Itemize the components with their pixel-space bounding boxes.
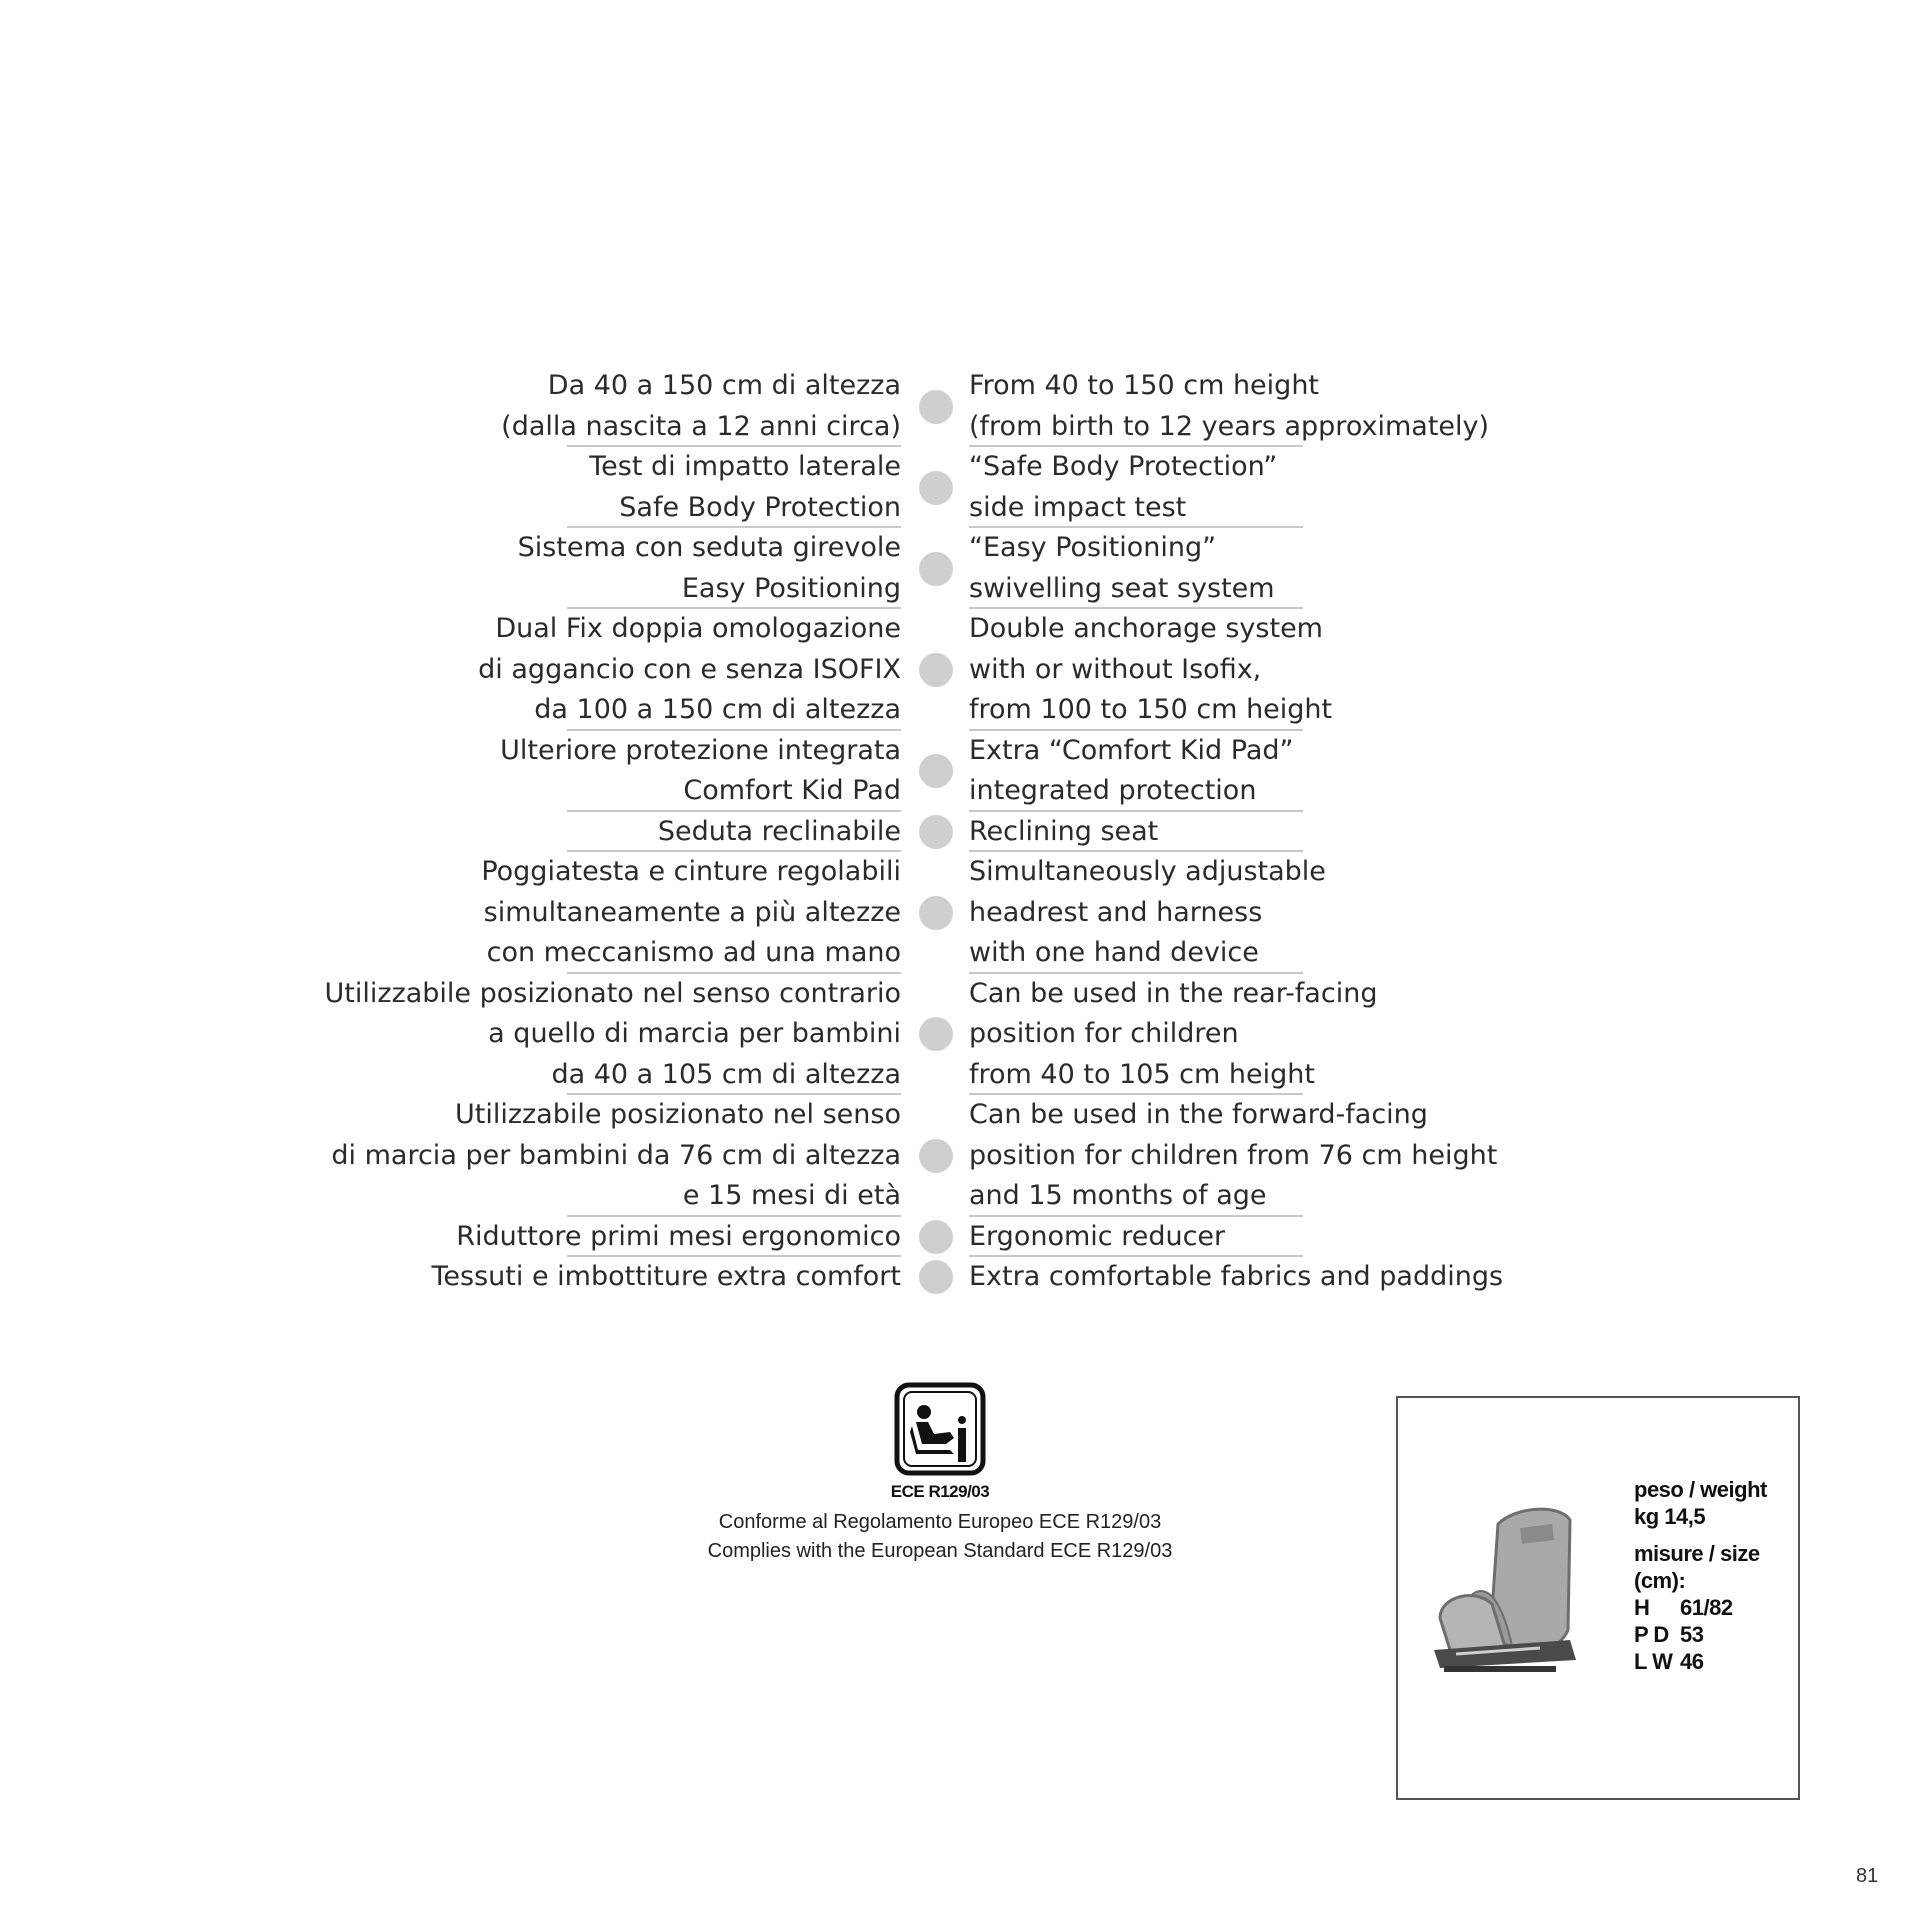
bullet-icon — [919, 471, 953, 505]
certification-code: ECE R129/03 — [890, 1482, 990, 1501]
feature-line-en: swivelling seat system — [969, 572, 1275, 604]
feature-line-it: e 15 mesi di età — [682, 1180, 901, 1211]
feature-line-en: Reclining seat — [969, 815, 1159, 847]
bullet-icon — [919, 754, 953, 788]
feature-line-it: Utilizzabile posizionato nel senso — [454, 1099, 901, 1130]
feature-line-en: and 15 months of age — [969, 1180, 1267, 1211]
certification-block — [700, 1382, 1180, 1566]
dimension-value: 46 — [1680, 1649, 1704, 1674]
bullet-icon — [919, 1220, 953, 1254]
feature-line-en: (from birth to 12 years approximately) — [969, 410, 1490, 442]
bullet-icon — [919, 1260, 953, 1294]
car-seat-image — [1420, 1500, 1588, 1680]
feature-text-it — [478, 609, 901, 731]
certification-text-it: Conforme al Regolamento Europeo ECE R129/03 — [718, 1511, 1162, 1533]
dimension-list — [1634, 1594, 1767, 1675]
feature-row — [0, 852, 1920, 974]
dimension-row — [1634, 1648, 1767, 1675]
bullet-icon — [919, 390, 953, 424]
feature-line-en: Extra comfortable fabrics and paddings — [969, 1261, 1504, 1292]
feature-text-it — [432, 1257, 901, 1298]
feature-line-it: di aggancio con e senza ISOFIX — [478, 653, 901, 685]
product-spec-box — [1396, 1396, 1800, 1800]
feature-line-en: position for children from 76 cm height — [969, 1139, 1498, 1171]
feature-line-it: Riduttore primi mesi ergonomico — [456, 1220, 901, 1252]
feature-row — [0, 731, 1920, 812]
feature-text-en — [969, 974, 1377, 1096]
feature-line-en: From 40 to 150 cm height — [969, 370, 1320, 401]
certification-text-en: Complies with the European Standard ECE R129/03 — [707, 1540, 1173, 1562]
feature-text-it — [518, 528, 901, 609]
feature-line-en: Can be used in the rear-facing — [969, 977, 1378, 1009]
feature-line-it: a quello di marcia per bambini — [488, 1018, 901, 1049]
feature-line-en: Extra “Comfort Kid Pad” — [969, 734, 1294, 766]
dimension-value: 61/82 — [1680, 1595, 1733, 1620]
feature-text-it — [501, 366, 901, 447]
bullet-icon — [919, 1139, 953, 1173]
feature-line-en: with or without Isofix, — [969, 653, 1262, 685]
feature-line-it: simultaneamente a più altezze — [483, 896, 901, 928]
feature-row — [0, 366, 1920, 447]
dimension-label: P D — [1634, 1622, 1669, 1647]
feature-text-it — [325, 974, 901, 1096]
feature-text-en — [969, 731, 1294, 812]
feature-text-en — [969, 1217, 1225, 1258]
feature-line-en: Ergonomic reducer — [969, 1220, 1226, 1252]
feature-line-en: from 40 to 105 cm height — [969, 1058, 1315, 1090]
feature-row — [0, 1257, 1920, 1298]
feature-line-it: Sistema con seduta girevole — [517, 532, 901, 563]
feature-line-it: Tessuti e imbottiture extra comfort — [431, 1261, 901, 1292]
page-number: 81 — [1856, 1865, 1879, 1887]
feature-text-en — [969, 366, 1489, 447]
feature-line-it: da 100 a 150 cm di altezza — [534, 694, 901, 725]
feature-text-en — [969, 447, 1277, 528]
feature-text-en — [969, 852, 1326, 974]
feature-line-it: Ulteriore protezione integrata — [500, 734, 901, 766]
feature-line-it: Da 40 a 150 cm di altezza — [547, 370, 901, 401]
feature-row — [0, 528, 1920, 609]
dimension-label: L W — [1634, 1649, 1673, 1674]
feature-line-it: da 40 a 105 cm di altezza — [551, 1058, 901, 1090]
feature-line-en: with one hand device — [969, 937, 1259, 968]
feature-row — [0, 812, 1920, 853]
feature-line-it: con meccanismo ad una mano — [486, 937, 901, 968]
feature-row — [0, 609, 1920, 731]
feature-text-en — [969, 1257, 1503, 1298]
feature-line-it: Seduta reclinabile — [657, 815, 901, 847]
bullet-icon — [919, 653, 953, 687]
feature-text-en — [969, 528, 1275, 609]
bullet-icon — [919, 552, 953, 586]
feature-row — [0, 1217, 1920, 1258]
size-label: misure / size — [1634, 1541, 1760, 1566]
feature-line-en: Simultaneously adjustable — [969, 856, 1326, 887]
dimension-value: 53 — [1680, 1622, 1704, 1647]
feature-line-it: (dalla nascita a 12 anni circa) — [501, 410, 901, 442]
feature-line-en: Can be used in the forward-facing — [969, 1099, 1428, 1130]
size-unit: (cm): — [1634, 1568, 1686, 1593]
feature-line-en: Double anchorage system — [969, 613, 1323, 644]
feature-row — [0, 447, 1920, 528]
car-seat-certification-icon — [894, 1382, 986, 1476]
dimension-row — [1634, 1621, 1767, 1648]
feature-line-it: Safe Body Protection — [619, 491, 901, 523]
weight-value: kg 14,5 — [1634, 1504, 1706, 1529]
dimension-label: H — [1634, 1595, 1650, 1620]
feature-line-it: Dual Fix doppia omologazione — [495, 613, 901, 644]
feature-row — [0, 974, 1920, 1096]
feature-text-it — [589, 447, 901, 528]
feature-line-en: “Safe Body Protection” — [969, 451, 1278, 482]
feature-line-en: from 100 to 150 cm height — [969, 694, 1333, 725]
weight-label: peso / weight — [1634, 1477, 1767, 1502]
feature-text-it — [456, 1217, 901, 1258]
feature-text-en — [969, 609, 1332, 731]
feature-list — [0, 366, 1920, 1298]
feature-line-it: Easy Positioning — [681, 572, 901, 604]
bullet-icon — [919, 896, 953, 930]
feature-line-it: Comfort Kid Pad — [683, 775, 901, 806]
feature-text-it — [500, 731, 901, 812]
feature-text-it — [331, 1095, 901, 1217]
feature-line-it: Test di impatto laterale — [589, 451, 901, 482]
feature-row — [0, 1095, 1920, 1217]
feature-line-en: headrest and harness — [969, 896, 1263, 928]
feature-line-en: integrated protection — [969, 775, 1257, 806]
dimension-row — [1634, 1594, 1767, 1621]
feature-line-en: position for children — [969, 1018, 1239, 1049]
feature-line-it: di marcia per bambini da 76 cm di altezza — [331, 1139, 901, 1171]
product-specs — [1634, 1476, 1767, 1675]
feature-text-en — [969, 812, 1158, 853]
bullet-icon — [919, 815, 953, 849]
feature-line-en: side impact test — [969, 491, 1187, 523]
feature-text-en — [969, 1095, 1497, 1217]
feature-text-it — [658, 812, 901, 853]
feature-line-it: Poggiatesta e cinture regolabili — [481, 856, 901, 887]
feature-line-it: Utilizzabile posizionato nel senso contrario — [324, 977, 901, 1009]
feature-line-en: “Easy Positioning” — [969, 532, 1217, 563]
feature-text-it — [481, 852, 901, 974]
bullet-icon — [919, 1017, 953, 1051]
